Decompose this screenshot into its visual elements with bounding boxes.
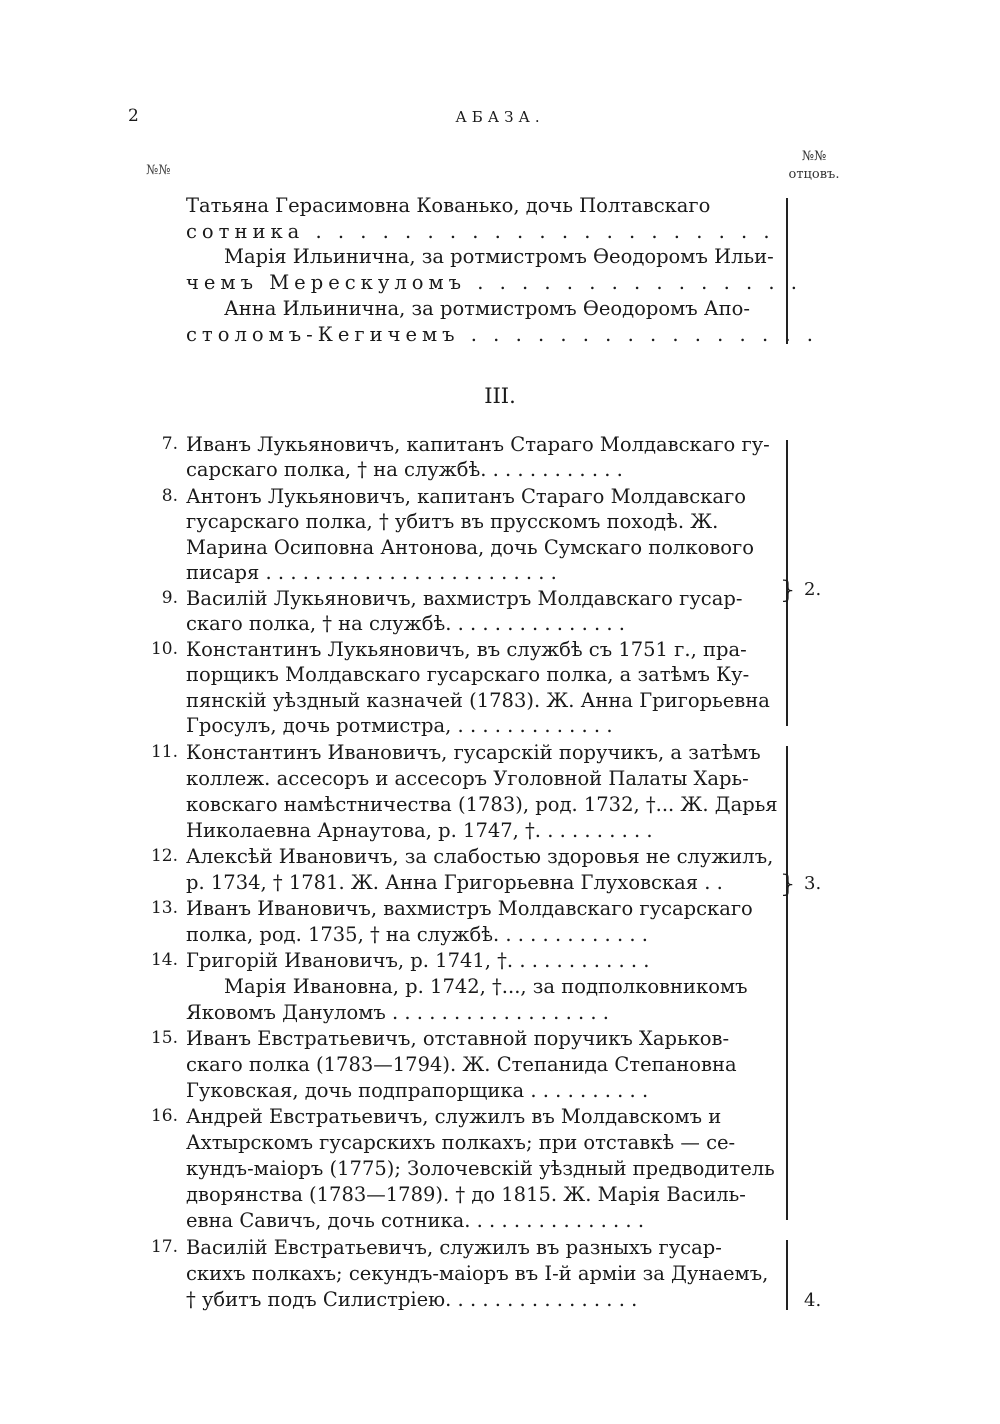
entry-line: Иванъ Ивановичъ, вахмистръ Молдавскаго гусарскаго (186, 897, 753, 920)
entry-line: гусарскаго полка, † убитъ въ прусскомъ походѣ. Ж. (186, 510, 719, 533)
entry-number: 12. (150, 846, 178, 866)
entry-line: скаго полка (1783—1794). Ж. Степанида Степановна (186, 1053, 737, 1076)
father-ref: 3. (804, 873, 822, 894)
entry-line: коллеж. ассесоръ и ассесоръ Уголовной Палаты Харь- (186, 767, 749, 790)
page-title: АБАЗА. (455, 108, 545, 126)
entry-line: Яковомъ Дануломъ . . . . . . . . . . . . . . . . . . (186, 1001, 609, 1024)
entry-line: Иванъ Лукьяновичъ, капитанъ Стараго Молдавскаго гу- (186, 433, 770, 456)
intro-line: столомъ-Кегичемъ . . . . . . . . . . . . . . . . (186, 323, 818, 346)
entry-number: 7. (161, 434, 178, 454)
intro-line: сотника . . . . . . . . . . . . . . . . . . . . . (186, 220, 775, 243)
intro-vertical-rule (786, 198, 788, 344)
entry-line: писаря . . . . . . . . . . . . . . . . . . . . . . . . (186, 561, 557, 584)
entry-line: † убитъ подъ Силистріею. . . . . . . . . . . . . . . . (186, 1288, 638, 1311)
entry-line: евна Савичъ, дочь сотника. . . . . . . . . . . . . . . (186, 1209, 645, 1232)
entry-number: 9. (161, 588, 178, 608)
entry-line: Гуковская, дочь подпрапорщика . . . . . . . . . . (186, 1079, 649, 1102)
entry-line: Андрей Евстратьевичъ, служилъ въ Молдавскомъ и (186, 1105, 722, 1128)
entry-line: кундъ-маіоръ (1775); Золочевскій уѣздный предводитель (186, 1157, 775, 1180)
column-label-right (784, 148, 844, 184)
intro-line: Марія Ильинична, за ротмистромъ Өеодоромъ Ильи- (224, 245, 774, 268)
entry-line: дворянства (1783—1789). † до 1815. Ж. Марія Василь- (186, 1183, 746, 1206)
intro-line: чемъ Мерескуломъ . . . . . . . . . . . . . . . (186, 271, 802, 294)
brace-mark: } (780, 576, 796, 604)
entry-number: 16. (150, 1106, 178, 1126)
entry-line: Константинъ Лукьяновичъ, въ службѣ съ 1751 г., пра- (186, 638, 747, 661)
column-label-left: №№ (146, 163, 171, 178)
entry-line: Николаевна Арнаутова, р. 1747, †. . . . . . . . . . (186, 819, 653, 842)
page-number: 2 (128, 106, 139, 126)
entry-line: пянскій уѣздный казначей (1783). Ж. Анна Григорьевна (186, 689, 770, 712)
column-label-right-1: №№ (801, 149, 827, 164)
entry-number: 17. (150, 1237, 178, 1257)
entry-line: Марія Ивановна, р. 1742, †..., за подполковникомъ (224, 975, 748, 998)
entry-line: Константинъ Ивановичъ, гусарскій поручикъ, а затѣмъ (186, 741, 761, 764)
father-ref: 4. (804, 1290, 822, 1311)
entry-line: Василій Евстратьевичъ, служилъ въ разныхъ гусар- (186, 1236, 722, 1259)
entry-number: 10. (150, 639, 178, 659)
bracket-rule (786, 1240, 788, 1310)
entry-line: Антонъ Лукьяновичъ, капитанъ Стараго Молдавскаго (186, 485, 746, 508)
section-heading: III. (484, 384, 516, 408)
entry-line: р. 1734, † 1781. Ж. Анна Григорьевна Глуховская . . (186, 871, 723, 894)
entry-number: 8. (161, 486, 178, 506)
entry-line: порщикъ Молдавскаго гусарскаго полка, а затѣмъ Ку- (186, 663, 750, 686)
entry-line: Иванъ Евстратьевичъ, отставной поручикъ Харьков- (186, 1027, 730, 1050)
entry-line: Марина Осиповна Антонова, дочь Сумскаго полкового (186, 536, 754, 559)
intro-line: Татьяна Герасимовна Кованько, дочь Полтавскаго (186, 194, 711, 217)
column-label-right-2: отцовъ. (788, 167, 840, 182)
entry-line: скихъ полкахъ; секундъ-маіоръ въ І-й арміи за Дунаемъ, (186, 1262, 769, 1285)
entry-line: ковскаго намѣстничества (1783), род. 1732, †... Ж. Дарья (186, 793, 778, 816)
entry-number: 15. (150, 1028, 178, 1048)
entry-number: 14. (150, 950, 178, 970)
intro-line: Анна Ильинична, за ротмистромъ Өеодоромъ Апо- (224, 297, 750, 320)
father-ref: 2. (804, 579, 822, 600)
entry-line: Григорій Ивановичъ, р. 1741, †. . . . . . . . . . . . (186, 949, 650, 972)
entry-line: Василій Лукьяновичъ, вахмистръ Молдавскаго гусар- (186, 587, 743, 610)
entry-line: Ахтырскомъ гусарскихъ полкахъ; при отставкѣ — се- (186, 1131, 736, 1154)
brace-mark: } (780, 870, 796, 898)
entry-line: Алексѣй Ивановичъ, за слабостью здоровья не служилъ, (186, 845, 774, 868)
entry-line: полка, род. 1735, † на службѣ. . . . . . . . . . . . . (186, 923, 648, 946)
entry-number: 11. (150, 742, 178, 762)
bracket-rule (786, 746, 788, 1220)
entry-number: 13. (150, 898, 178, 918)
entry-line: Гросулъ, дочь ротмистра, . . . . . . . . . . . . . (186, 714, 613, 737)
entry-line: сарскаго полка, † на службѣ. . . . . . . . . . . . (186, 458, 623, 481)
entry-line: скаго полка, † на службѣ. . . . . . . . . . . . . . . (186, 612, 625, 635)
